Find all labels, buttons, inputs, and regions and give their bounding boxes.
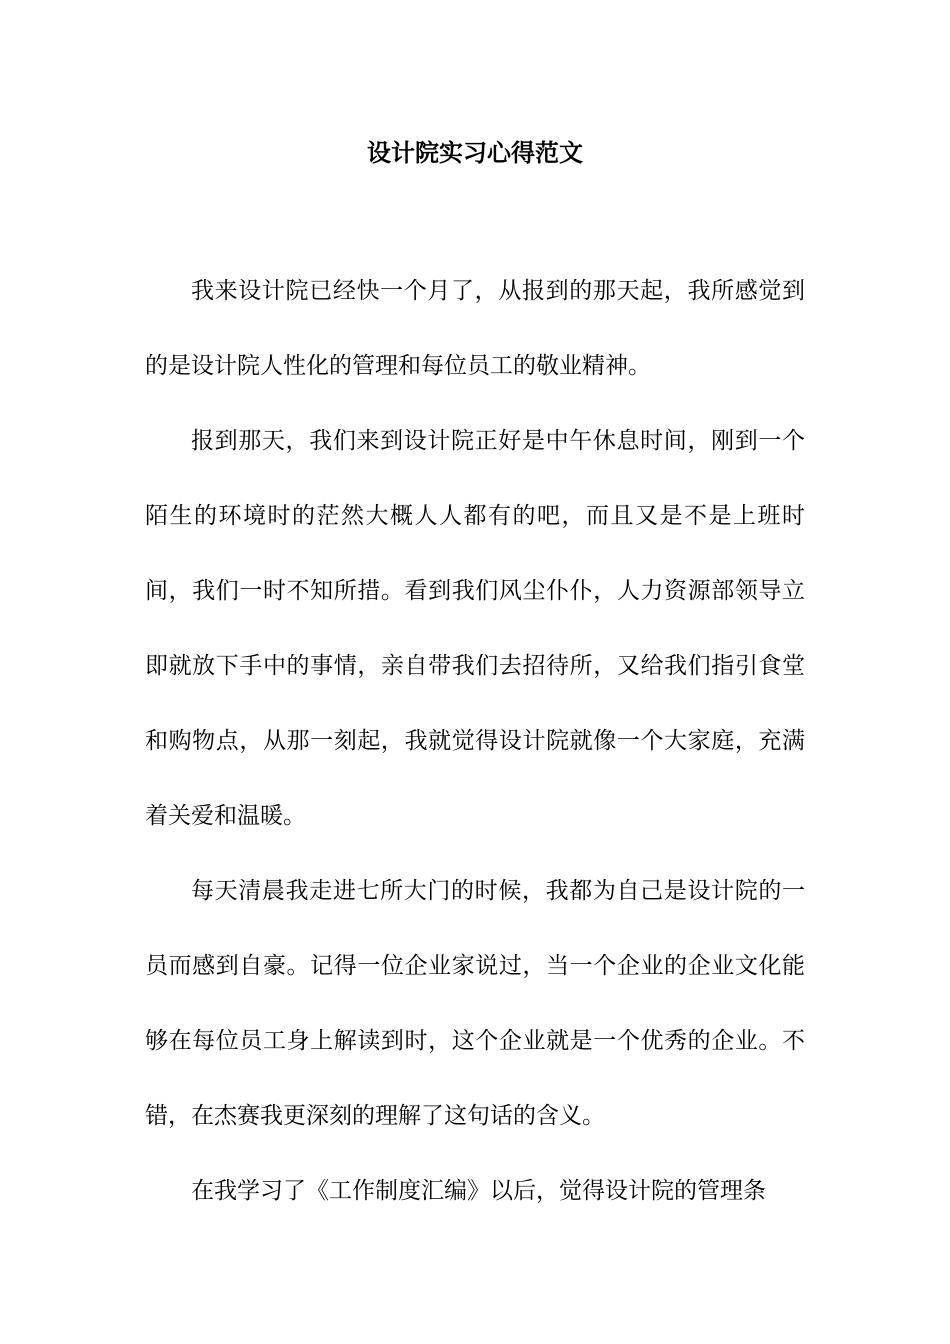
paragraph: 每天清晨我走进七所大门的时候，我都为自己是设计院的一员而感到自豪。记得一位企业家说过，当一个企业的企业文化能够在每位员工身上解读到时，这个企业就是一个优秀的企业。不错，在杰赛我更深刻的理解了这句话的含义。: [145, 878, 805, 1129]
paragraph: 在我学习了《工作制度汇编》以后，觉得设计院的管理条: [191, 1178, 766, 1204]
paragraph: 我来设计院已经快一个月了，从报到的那天起，我所感觉到的是设计院人性化的管理和每位员工的敬业精神。: [145, 278, 805, 379]
document-title: 设计院实习心得范文: [367, 138, 583, 167]
paragraph: 报到那天，我们来到设计院正好是中午休息时间，刚到一个陌生的环境时的茫然大概人人都有的吧，而且又是不是上班时间，我们一时不知所措。看到我们风尘仆仆，人力资源部领导立即就放下手中的事情，亲自带我们去招待所，又给我们指引食堂和购物点，从那一刻起，我就觉得设计院就像一个大家庭，充满着关爱和温暖。: [145, 428, 805, 829]
document-body: [145, 254, 805, 1229]
